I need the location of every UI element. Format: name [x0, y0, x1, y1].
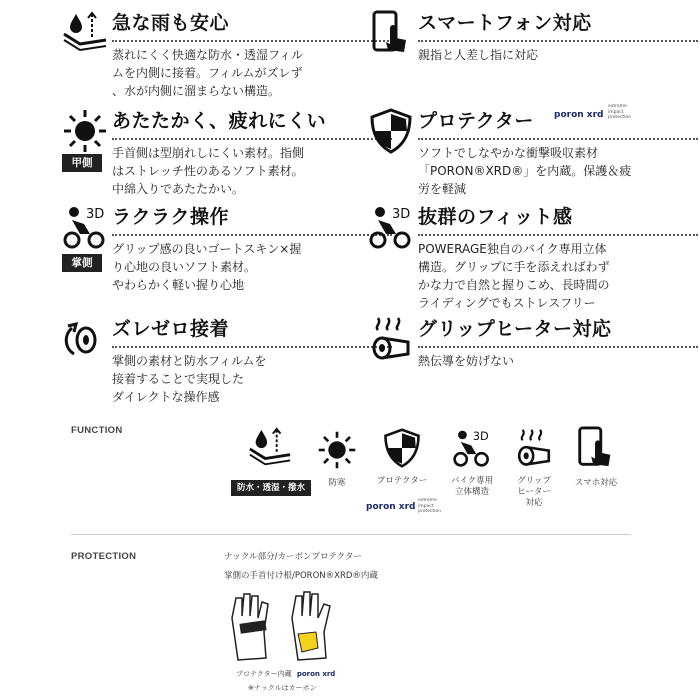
- feature-description: POWERAGE独自のバイク専用立体 構造。グリップに手を添えればわず かな力で自然と握りこめ、長時間の ライディングでもストレスフリー: [418, 242, 610, 310]
- smartphone-touch-icon: [368, 10, 414, 56]
- protection-heading: PROTECTION: [71, 551, 137, 562]
- dotted-divider: [418, 234, 698, 236]
- feature-title: スマートフォン対応: [418, 12, 592, 34]
- poron-xrd-brand: poron xrd: [366, 502, 416, 512]
- poron-xrd-brand: poron xrd: [296, 670, 336, 678]
- shield-icon: [368, 108, 414, 154]
- shield-icon: [382, 428, 422, 468]
- poron-xrd-subtext: extreme impact protection: [608, 104, 631, 120]
- protection-line-palm: 掌側の手首付け根/PORON®XRD®内蔵: [224, 571, 378, 581]
- feature-description: 手首側は型崩れしにくい素材。指側 はストレッチ性のあるソフト素材。 中綿入りであたたかい。: [112, 146, 305, 196]
- feature-title: 急な雨も安心: [112, 12, 230, 34]
- feature-description: ソフトでしなやかな衝撃吸収素材 「PORON®XRD®」を内蔵。保護＆疲 労を軽減: [418, 146, 632, 196]
- waterproof-icon: [248, 426, 292, 470]
- grip-heater-icon: [368, 316, 414, 362]
- function-protector: [370, 428, 434, 487]
- rider-3d-icon: [368, 204, 414, 250]
- glove-illustration: [226, 588, 346, 668]
- dotted-divider: [418, 346, 698, 348]
- protection-line-knuckle: ナックル部分/カーボンプロテクター: [224, 552, 362, 562]
- feature-title: グリップヒーター対応: [418, 318, 612, 340]
- poron-xrd-subtext: extreme impact protection: [418, 498, 441, 514]
- dotted-divider: [418, 138, 698, 140]
- function-label: スマホ対応: [574, 478, 618, 488]
- feature-description: 蒸れにくく快適な防水・透湿フィル ムを内側に接着。フィルムがズレず 、水が内側に溜まらない構造。: [112, 48, 304, 98]
- palm-side-tag: 掌側: [62, 254, 102, 272]
- function-label: グリップ ヒーター 対応: [517, 476, 551, 508]
- sun-icon: [62, 108, 108, 154]
- sun-icon: [317, 430, 357, 470]
- waterproof-icon: [62, 10, 108, 56]
- function-smartphone: [566, 426, 626, 489]
- function-bike-3d: [440, 428, 504, 498]
- dotted-divider: [112, 40, 392, 42]
- feature-description: 熱伝導を妨げない: [418, 354, 515, 368]
- feature-description: グリップ感の良いゴートスキン×握 り心地の良いソフト素材。 やわらかく軽い握り心地: [112, 242, 302, 292]
- dotted-divider: [112, 234, 392, 236]
- 3d-label: 3D: [392, 207, 411, 222]
- grip-rotate-icon: [62, 316, 108, 362]
- feature-title: ラクラク操作: [112, 206, 230, 228]
- knuckle-note: ※ナックルはカーボン: [248, 684, 317, 692]
- protector-caption-text: プロテクター内蔵: [236, 670, 292, 678]
- function-waterproof: [240, 426, 300, 470]
- feature-title: プロテクター: [418, 110, 534, 132]
- feature-title: あたたかく、疲れにくい: [112, 110, 327, 132]
- rider-3d-icon: [452, 428, 492, 468]
- feature-title: ズレゼロ接着: [112, 318, 230, 340]
- protector-caption: [236, 669, 335, 679]
- function-heading: FUNCTION: [71, 425, 123, 436]
- function-label: 防寒: [328, 478, 346, 488]
- dotted-divider: [418, 40, 698, 42]
- poron-xrd-brand: poron xrd: [554, 110, 604, 120]
- function-label: バイク専用 立体構造: [450, 476, 494, 497]
- function-grip-heater: [508, 428, 560, 509]
- section-divider: [71, 534, 631, 535]
- feature-description: 掌側の素材と防水フィルムを 接着することで実現した ダイレクトな操作感: [112, 354, 267, 404]
- rider-3d-icon: [62, 204, 108, 250]
- poron-xrd-logo: [366, 498, 456, 520]
- smartphone-touch-icon: [574, 426, 618, 470]
- dotted-divider: [112, 346, 392, 348]
- function-label: プロテクター: [376, 476, 428, 486]
- 3d-label: 3D: [472, 430, 489, 444]
- 3d-label: 3D: [86, 207, 105, 222]
- feature-description: 親指と人差し指に対応: [418, 48, 539, 62]
- back-side-tag: 甲側: [62, 154, 102, 172]
- grip-heater-icon: [514, 428, 554, 468]
- dotted-divider: [112, 138, 392, 140]
- waterproof-badge: 防水・透湿・撥水: [231, 480, 311, 496]
- function-cold-protection: [312, 430, 362, 489]
- feature-title: 抜群のフィット感: [418, 206, 573, 228]
- poron-xrd-logo: [554, 102, 634, 132]
